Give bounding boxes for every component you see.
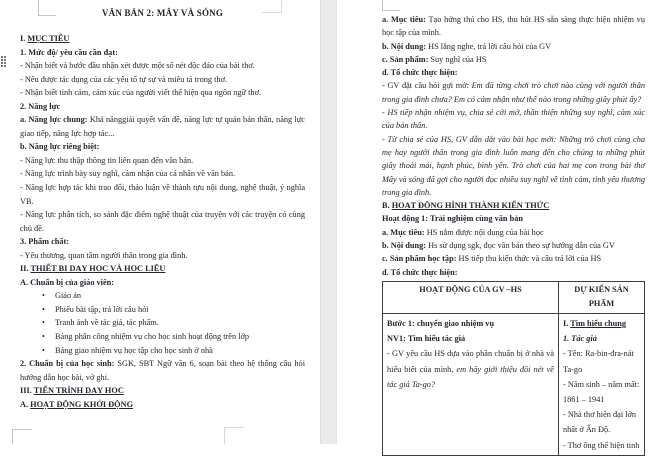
paragraph	[20, 316, 305, 330]
text-run: d. Tổ chức thực hiện:	[382, 267, 458, 277]
bullet-marker: •	[42, 318, 45, 328]
paragraph	[387, 316, 554, 331]
text-run: a. Năng lực chung:	[20, 115, 88, 125]
text-run: Phiếu bài tập, trả lời câu hỏi	[55, 304, 149, 314]
paragraph	[382, 252, 645, 265]
paragraph	[563, 377, 640, 407]
paragraph	[20, 86, 305, 100]
paragraph	[382, 40, 645, 53]
paragraph	[563, 331, 640, 346]
page-boundary-mark	[382, 0, 400, 11]
page-2	[337, 0, 650, 450]
text-run: Suy nghĩ của HS	[428, 54, 487, 64]
paragraph	[382, 13, 645, 40]
paragraph	[20, 262, 305, 276]
text-run: 1. Mức độ/ yêu cầu cần đạt:	[20, 47, 118, 57]
paragraph	[563, 407, 640, 437]
text-run: TIẾN TRÌNH DẠY HỌC	[33, 386, 124, 396]
paragraph	[20, 303, 305, 317]
text-run: Hs sử dụng sgk, đọc văn bản theo sự hướng dẫn của GV	[426, 241, 615, 251]
text-run: a. Mục tiêu:	[382, 15, 426, 24]
paragraph	[20, 276, 305, 290]
paragraph	[382, 266, 645, 279]
text-run: - Thơ ông thể hiện tinh	[563, 440, 640, 450]
paragraph	[20, 235, 305, 249]
text-run: 3. Phẩm chất:	[20, 237, 70, 247]
text-run: c. Sản phẩm:	[382, 54, 429, 64]
page-2-text	[382, 13, 645, 279]
paragraph	[20, 46, 305, 60]
text-run: HS lắng nghe, trả lời câu hỏi của GV	[426, 41, 552, 51]
text-run: I.	[563, 318, 571, 328]
paragraph	[20, 208, 305, 235]
text-run: - HS tiếp nhận nhiệm vụ, chia sẻ cởi mở, thân thiện những suy nghĩ, cảm xúc của bản thân.	[382, 108, 645, 131]
paragraph	[20, 384, 305, 398]
page-1-content	[0, 0, 320, 411]
paragraph	[20, 330, 305, 344]
text-run: - Yêu thương, quan tâm người thân trong gia đình.	[20, 250, 188, 260]
bullet-marker: •	[42, 291, 45, 301]
paragraph	[20, 181, 305, 208]
text-run: HOẠT ĐỘNG KHỞI ĐỘNG	[30, 399, 134, 409]
page-gutter	[320, 0, 337, 444]
paragraph	[563, 316, 640, 331]
paragraph	[20, 73, 305, 87]
page-2-content	[337, 0, 650, 456]
bullet-marker: •	[42, 345, 45, 355]
paragraph	[382, 212, 645, 225]
paragraph	[20, 344, 305, 358]
text-run: Khả nănggiải quyết vấn đề, năng lực tự quản bản thân, năng lực giao tiếp, năng lực hợp tác...	[20, 115, 305, 138]
text-run: MỤC TIÊU	[27, 34, 70, 43]
text-run: - GV yêu cầu HS dựa vào phần chuẩn bị ở nhà và hiểu biết của mình,	[387, 349, 554, 374]
text-run: Tranh ảnh về tác giả, tác phẩm.	[55, 318, 159, 328]
text-run: II.	[20, 264, 31, 274]
bullet-marker: •	[42, 332, 45, 342]
paragraph	[387, 346, 554, 392]
text-run: 2. Năng lực	[20, 101, 61, 111]
table-cell-gv-hs	[383, 314, 558, 455]
paragraph	[20, 113, 305, 140]
text-run: Tìm hiểu chung	[570, 318, 627, 328]
page-boundary-mark	[262, 0, 282, 13]
drag-handle-icon[interactable]	[1, 56, 7, 68]
text-run: - Năm sinh – năm mất: 1861 – 1941	[563, 379, 640, 404]
text-run: Tạo hứng thú cho HS, thu hút HS sẵn sàng thực hiện nhiệm vụ học tập của mình.	[382, 15, 645, 38]
paragraph	[20, 398, 305, 412]
page-boundary-mark	[12, 429, 32, 444]
text-run: I.	[20, 34, 28, 43]
text-run: A.	[20, 399, 31, 409]
paragraph	[20, 167, 305, 181]
page-1	[0, 0, 320, 444]
paragraph	[20, 249, 305, 263]
paragraph	[382, 106, 645, 133]
paragraph	[382, 199, 645, 212]
paragraph	[382, 79, 645, 106]
paragraph	[387, 331, 554, 346]
text-run: Hoạt động 1: Trải nghiệm cùng văn bản	[382, 214, 523, 224]
text-run: - Nhà thơ hiện đại lớn nhất ở Ấn Độ.	[563, 410, 637, 435]
text-run: 1. Tác giả	[563, 334, 597, 344]
text-run: - Năng lực phân tích, so sánh đặc điểm nghệ thuật của truyện với các truyện có cùng chủ đề.	[20, 210, 305, 233]
text-run: Bảng phân công nhiệm vụ cho học sinh hoạt động trên lớp	[55, 332, 250, 342]
paragraph	[382, 133, 645, 199]
text-run: 2. Chuẩn bị của học sinh:	[20, 359, 115, 369]
text-run: HOẠT ĐỘNG HÌNH THÀNH KIẾN THỨC	[391, 201, 550, 211]
paragraph	[563, 438, 640, 453]
page-boundary-mark	[38, 0, 56, 16]
text-run: - Nêu được tác dụng của các yếu tố tự sự và miêu tả trong thơ.	[20, 74, 228, 84]
text-run: NV1: Tìm hiểu tác giả	[387, 334, 466, 344]
table-header-du-kien-san-pham: DỰ KIẾN SẢN PHẨM	[558, 282, 644, 314]
text-run: Bước 1: chuyển giao nhiệm vụ	[387, 318, 495, 328]
paragraph	[563, 346, 640, 376]
text-run: Giáo án	[55, 291, 82, 301]
bullet-marker: •	[42, 304, 45, 314]
text-run: - Năng lực thu thập thông tin liên quan đến văn bản.	[20, 155, 194, 165]
text-run: - GV đặt câu hỏi gợi mở:	[382, 81, 472, 91]
text-run: Bảng giao nhiệm vụ học tập cho học sinh ở nhà	[55, 345, 213, 355]
activity-table	[382, 281, 645, 456]
text-run: HS tiếp thu kiến thức và câu trả lời của HS	[456, 254, 602, 264]
paragraph	[382, 66, 645, 79]
page-1-text	[20, 32, 305, 411]
paragraph	[20, 154, 305, 168]
text-run: b. Nội dung:	[382, 41, 427, 51]
text-run: THIẾT BỊ DẠY HỌC VÀ HỌC LIỆU	[30, 264, 166, 274]
text-run: B.	[382, 201, 392, 211]
text-run: SGK, SBT Ngữ văn 6, soạn bài theo hệ thống câu hỏi hướng dẫn học bài, vở ghi.	[20, 359, 305, 382]
text-run: - Từ chia sẻ của HS, GV dẫn dắt vào bài học mới: Những trò chơi cùng cha mẹ hay người thân trong gia đình luôn mang đến cho chúng ta những phút giây thoải mái, hạnh phúc, bình yên. Trò chơi của hai mẹ con trong bài thơ Mây và sóng đã gợi cho người đọc nhiều suy nghĩ về tình cảm, tình yêu thương trong gia đình.	[382, 134, 645, 197]
paragraph	[382, 239, 645, 252]
text-run: - Nhận biết và bước đầu nhận xét được một số nét độc đáo của bài thơ.	[20, 61, 255, 71]
text-run: HS nắm được nội dung của bài học	[424, 227, 544, 237]
text-run: b. Năng lực riêng biệt:	[20, 142, 100, 152]
text-run: a. Mục tiêu:	[382, 227, 425, 237]
text-run: Em đã từng chơi trò chơi nào cùng với người thân trong gia đình chưa? Em có cảm nhận như thế nào trong những giây phút ấy?	[382, 81, 645, 104]
text-run: A. Chuẩn bị của giáo viên:	[20, 277, 115, 287]
paragraph	[20, 357, 305, 384]
text-run: - Năng lực trình bày suy nghĩ, cảm nhận của cá nhân về văn bản.	[20, 169, 236, 179]
text-run: - Nhận biết tình cảm, cảm xúc của người viết thể hiện qua ngôn ngữ thơ.	[20, 88, 262, 98]
text-run: d. Tổ chức thực hiện:	[382, 68, 458, 78]
text-run: - Năng lực hợp tác khi trao đổi, thảo luận về thành tựu nội dung, nghệ thuật, ý nghĩa VB.	[20, 183, 305, 206]
text-run: - Tên: Ra-bin-đra-nát Ta-go	[563, 349, 634, 374]
text-run: III.	[20, 386, 34, 396]
page-boundary-mark	[224, 427, 244, 444]
text-run: b. Nội dung:	[382, 241, 427, 251]
text-run: em hãy giới thiệu đôi nét về tác giả Ta-go?	[387, 364, 554, 389]
text-run: c. Sản phẩm học tập:	[382, 254, 457, 264]
paragraph	[20, 32, 305, 46]
paragraph	[20, 140, 305, 154]
table-header-gv-hs: HOẠT ĐỘNG CỦA GV –HS	[383, 282, 558, 314]
table-cell-du-kien-san-pham	[558, 314, 644, 455]
paragraph	[20, 289, 305, 303]
paragraph	[20, 100, 305, 114]
paragraph	[20, 59, 305, 73]
paragraph	[382, 53, 645, 66]
paragraph	[382, 226, 645, 239]
document-title: VĂN BẢN 2: MÂY VÀ SÓNG	[101, 8, 224, 18]
